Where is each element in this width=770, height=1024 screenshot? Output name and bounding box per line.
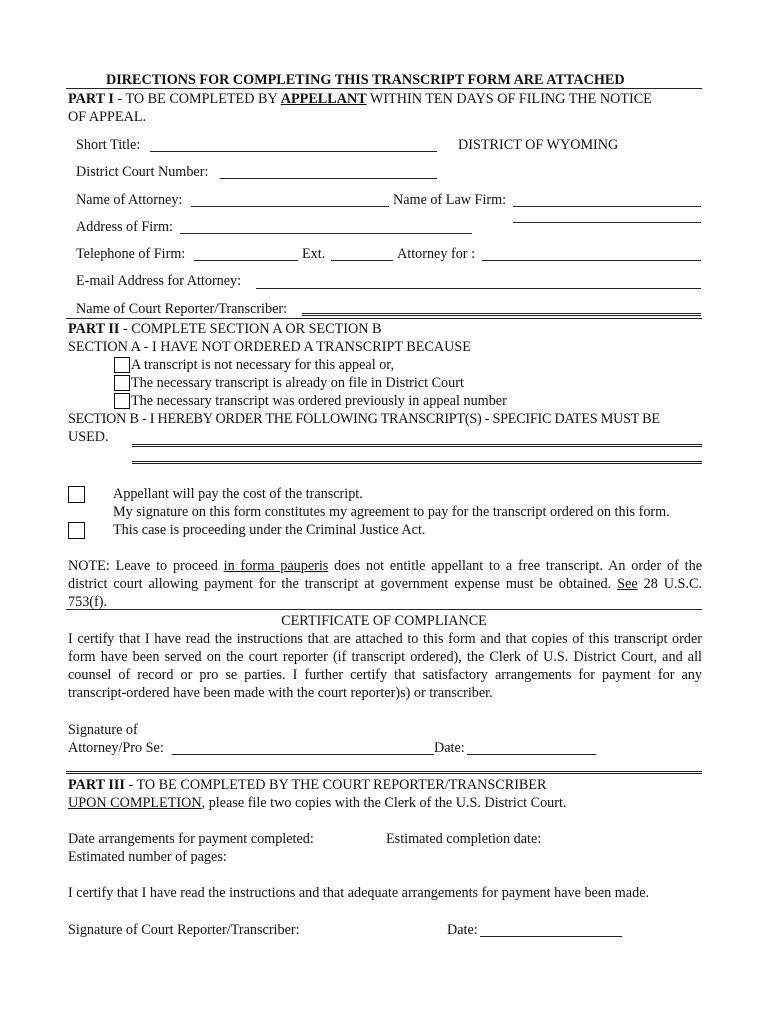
part1-rule (66, 318, 702, 319)
part3-instructions (68, 794, 566, 812)
signature-label-1: Signature of (68, 722, 138, 738)
note-ifp: in forma pauperis (223, 558, 329, 574)
option-not-necessary-checkbox[interactable] (114, 357, 130, 373)
note-mid: does not entitle appellant to a free transcript. An order of the district court allowing payment for the transcript at government expense must be obtained. (68, 558, 702, 592)
reporter-field[interactable] (302, 313, 701, 316)
certificate-body: I certify that I have read the instructions that are attached to this form and that copies of this transcript order form have been served on the court reporter (if transcript ordered), the Clerk of U.S. District Court, and all counsel of record or pro se parties. I further certify that satisfactory arrangements for payment for any transcript-ordered have been made with the court reporter)s) or transcriber. (68, 631, 702, 701)
court-number-label: District Court Number: (76, 164, 209, 180)
header-rule (66, 88, 702, 89)
est-pages-label: Estimated number of pages: (68, 849, 227, 865)
upon-completion-tail: , please file two copies with the Clerk of the U.S. District Court. (201, 795, 567, 811)
reporter-date-label: Date: (447, 922, 478, 938)
ext-field[interactable] (331, 260, 393, 261)
part3-text: - TO BE COMPLETED BY THE COURT REPORTER/TRANSCRIBER (124, 777, 547, 793)
part2-label: PART II (68, 321, 120, 337)
reporter-certify-text: I certify that I have read the instructions and that adequate arrangements for payment have been made. (68, 885, 650, 901)
reporter-label: Name of Court Reporter/Transcriber: (76, 301, 288, 317)
section-b-heading: SECTION B - I HEREBY ORDER THE FOLLOWING TRANSCRIPT(S) - SPECIFIC DATES MUST BE (68, 411, 660, 427)
telephone-label: Telephone of Firm: (76, 246, 186, 262)
option-on-file-label: The necessary transcript is already on file in District Court (131, 375, 464, 391)
directions-heading: DIRECTIONS FOR COMPLETING THIS TRANSCRIPT FORM ARE ATTACHED (106, 72, 625, 88)
telephone-field[interactable] (194, 260, 298, 261)
part1-heading (68, 90, 652, 108)
note-rule (66, 609, 702, 610)
section-a-heading: SECTION A - I HAVE NOT ORDERED A TRANSCRIPT BECAUSE (68, 339, 471, 355)
ifp-note (68, 557, 702, 611)
cja-checkbox[interactable] (68, 522, 85, 539)
court-number-field[interactable] (220, 178, 437, 179)
est-completion-label: Estimated completion date: (386, 831, 542, 847)
ext-label: Ext. (302, 246, 326, 262)
law-firm-field[interactable] (513, 206, 701, 207)
part1-appellant: APPELLANT (280, 91, 367, 107)
email-label: E-mail Address for Attorney: (76, 273, 242, 289)
short-title-label: Short Title: (76, 137, 141, 153)
attorney-for-label: Attorney for : (397, 246, 476, 262)
note-see: See (617, 576, 638, 592)
reporter-date-field[interactable] (480, 936, 622, 937)
upon-completion: UPON COMPLETION (68, 795, 202, 811)
part2-text: - COMPLETE SECTION A OR SECTION B (119, 321, 382, 337)
transcript-order-field-2[interactable] (132, 461, 702, 464)
signature-label-2: Attorney/Pro Se: (68, 740, 164, 756)
law-firm-field-2[interactable] (513, 222, 701, 223)
part3-label: PART III (68, 777, 125, 793)
email-field[interactable] (256, 288, 701, 289)
reporter-signature-label: Signature of Court Reporter/Transcriber: (68, 922, 300, 938)
transcript-order-field-1[interactable] (132, 444, 702, 447)
part1-text-a: - TO BE COMPLETED BY (113, 91, 281, 107)
part3-heading (68, 776, 547, 794)
short-title-field[interactable] (150, 151, 437, 152)
address-field[interactable] (180, 233, 472, 234)
appellant-pay-checkbox[interactable] (68, 486, 85, 503)
certificate-date-label: Date: (434, 740, 465, 756)
note-lead: NOTE: Leave to proceed (68, 558, 224, 574)
option-on-file-checkbox[interactable] (114, 375, 130, 391)
attorney-for-field[interactable] (482, 260, 701, 261)
law-firm-label: Name of Law Firm: (393, 192, 507, 208)
arrangements-label: Date arrangements for payment completed: (68, 831, 314, 847)
attorney-name-label: Name of Attorney: (76, 192, 183, 208)
option-not-necessary-label: A transcript is not necessary for this appeal or, (131, 357, 395, 373)
part1-heading-cont: OF APPEAL. (68, 109, 147, 125)
district-label: DISTRICT OF WYOMING (458, 137, 619, 153)
cja-label: This case is proceeding under the Criminal Justice Act. (113, 522, 426, 538)
attorney-signature-field[interactable] (172, 754, 434, 755)
part1-text-b: WITHIN TEN DAYS OF FILING THE NOTICE (366, 91, 652, 107)
certificate-title: CERTIFICATE OF COMPLIANCE (281, 613, 487, 629)
part1-label: PART I (68, 91, 114, 107)
part2-heading (68, 320, 382, 338)
signature-agreement-text: My signature on this form constitutes my agreement to pay for the transcript ordered on this form. (113, 504, 670, 520)
address-label: Address of Firm: (76, 219, 173, 235)
attorney-name-field[interactable] (191, 206, 389, 207)
note-tail: 28 U.S.C. 753(f). (68, 576, 702, 610)
option-ordered-previously-checkbox[interactable] (114, 393, 130, 409)
section-b-heading-cont: USED. (68, 429, 109, 445)
appellant-pay-label: Appellant will pay the cost of the transcript. (113, 486, 363, 502)
certificate-date-field[interactable] (467, 754, 596, 755)
part3-rule (66, 771, 702, 774)
option-ordered-previously-label: The necessary transcript was ordered previously in appeal number (131, 393, 507, 409)
